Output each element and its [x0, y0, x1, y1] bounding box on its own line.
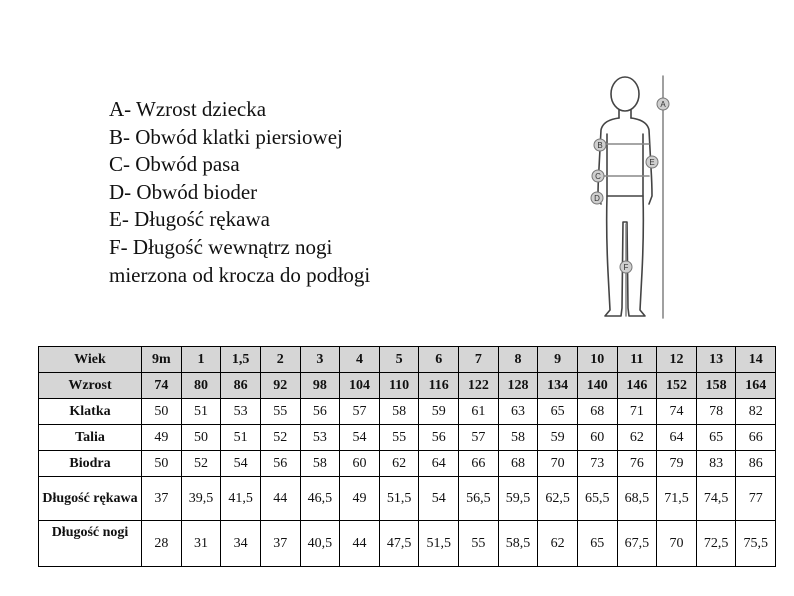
- table-cell: 92: [260, 373, 300, 399]
- table-cell: 11: [617, 347, 657, 373]
- table-cell: 37: [260, 521, 300, 567]
- table-cell: 7: [459, 347, 499, 373]
- table-cell: 62: [379, 451, 419, 477]
- age-row: [39, 347, 776, 373]
- table-cell: 55: [260, 399, 300, 425]
- svg-text:F: F: [623, 263, 629, 272]
- legend-line-f-note: mierzona od krocza do podłogi: [109, 262, 371, 287]
- table-cell: 58: [379, 399, 419, 425]
- table-cell: 59,5: [498, 477, 538, 521]
- table-cell: 47,5: [379, 521, 419, 567]
- leg-row: [39, 521, 776, 567]
- row-label: Długość nogi: [39, 521, 142, 567]
- marker-f: [620, 261, 632, 273]
- table-cell: 50: [142, 451, 182, 477]
- table-cell: 1,5: [221, 347, 261, 373]
- table-cell: 9: [538, 347, 578, 373]
- table-cell: 40,5: [300, 521, 340, 567]
- figure-head: [611, 77, 639, 111]
- table-cell: 83: [696, 451, 736, 477]
- legend-line-b: B- Obwód klatki piersiowej: [109, 124, 343, 149]
- legend-line-c: C- Obwód pasa: [109, 152, 240, 177]
- measurement-legend: [109, 96, 370, 289]
- table-cell: 55: [459, 521, 499, 567]
- table-cell: 164: [736, 373, 776, 399]
- table-cell: 37: [142, 477, 182, 521]
- table-cell: 41,5: [221, 477, 261, 521]
- table-cell: 62: [617, 425, 657, 451]
- marker-b: [594, 139, 606, 151]
- marker-a: [657, 98, 669, 110]
- figure-torso: [598, 118, 655, 204]
- row-label: Klatka: [39, 399, 142, 425]
- table-cell: 9m: [142, 347, 182, 373]
- svg-text:E: E: [649, 158, 655, 167]
- table-cell: 68: [577, 399, 617, 425]
- table-cell: 66: [736, 425, 776, 451]
- table-cell: 128: [498, 373, 538, 399]
- table-cell: 58: [300, 451, 340, 477]
- table-cell: 72,5: [696, 521, 736, 567]
- table-cell: 46,5: [300, 477, 340, 521]
- table-cell: 75,5: [736, 521, 776, 567]
- table-cell: 1: [181, 347, 221, 373]
- table-cell: 134: [538, 373, 578, 399]
- marker-c: [592, 170, 604, 182]
- legend-line-e: E- Długość rękawa: [109, 207, 270, 232]
- row-label: Biodra: [39, 451, 142, 477]
- table-cell: 28: [142, 521, 182, 567]
- legend-line-d: D- Obwód bioder: [109, 179, 258, 204]
- row-label: Wiek: [39, 347, 142, 373]
- table-cell: 44: [260, 477, 300, 521]
- table-cell: 54: [340, 425, 380, 451]
- svg-text:C: C: [595, 172, 601, 181]
- legend-line-f: F- Długość wewnątrz nogi: [109, 234, 333, 259]
- table-cell: 116: [419, 373, 459, 399]
- table-cell: 66: [459, 451, 499, 477]
- table-cell: 98: [300, 373, 340, 399]
- table-cell: 104: [340, 373, 380, 399]
- hips-row: [39, 451, 776, 477]
- table-cell: 60: [577, 425, 617, 451]
- table-cell: 10: [577, 347, 617, 373]
- marker-e: [646, 156, 658, 168]
- table-cell: 59: [419, 399, 459, 425]
- table-cell: 62: [538, 521, 578, 567]
- table-cell: 57: [459, 425, 499, 451]
- size-chart-table: [38, 346, 776, 567]
- table-cell: 122: [459, 373, 499, 399]
- table-cell: 59: [538, 425, 578, 451]
- table-cell: 140: [577, 373, 617, 399]
- table-cell: 79: [657, 451, 697, 477]
- svg-text:B: B: [597, 141, 603, 150]
- table-cell: 158: [696, 373, 736, 399]
- table-cell: 34: [221, 521, 261, 567]
- table-cell: 2: [260, 347, 300, 373]
- table-cell: 73: [577, 451, 617, 477]
- table-cell: 65: [538, 399, 578, 425]
- table-cell: 77: [736, 477, 776, 521]
- height-row: [39, 373, 776, 399]
- table-cell: 146: [617, 373, 657, 399]
- table-cell: 76: [617, 451, 657, 477]
- table-cell: 56: [300, 399, 340, 425]
- table-cell: 70: [657, 521, 697, 567]
- table-cell: 65: [696, 425, 736, 451]
- table-cell: 3: [300, 347, 340, 373]
- table-cell: 50: [181, 425, 221, 451]
- svg-text:A: A: [660, 100, 666, 109]
- table-cell: 53: [221, 399, 261, 425]
- svg-text:D: D: [594, 194, 600, 203]
- table-cell: 58,5: [498, 521, 538, 567]
- table-cell: 49: [340, 477, 380, 521]
- table-cell: 53: [300, 425, 340, 451]
- table-cell: 58: [498, 425, 538, 451]
- table-cell: 64: [657, 425, 697, 451]
- table-cell: 68: [498, 451, 538, 477]
- table-cell: 6: [419, 347, 459, 373]
- table-cell: 74,5: [696, 477, 736, 521]
- table-cell: 74: [657, 399, 697, 425]
- table-cell: 86: [221, 373, 261, 399]
- table-cell: 52: [260, 425, 300, 451]
- table-cell: 57: [340, 399, 380, 425]
- table-cell: 4: [340, 347, 380, 373]
- table-cell: 80: [181, 373, 221, 399]
- table-cell: 52: [181, 451, 221, 477]
- table-cell: 74: [142, 373, 182, 399]
- legend-line-a: A- Wzrost dziecka: [109, 97, 267, 121]
- table-cell: 56,5: [459, 477, 499, 521]
- figure-legs: [605, 196, 645, 316]
- row-label: Wzrost: [39, 373, 142, 399]
- table-cell: 65: [577, 521, 617, 567]
- table-cell: 63: [498, 399, 538, 425]
- table-cell: 70: [538, 451, 578, 477]
- table-cell: 51,5: [419, 521, 459, 567]
- table-cell: 62,5: [538, 477, 578, 521]
- table-cell: 54: [221, 451, 261, 477]
- waist-row: [39, 425, 776, 451]
- row-label: Długość rękawa: [39, 477, 142, 521]
- table-cell: 51: [181, 399, 221, 425]
- table-cell: 61: [459, 399, 499, 425]
- chest-row: [39, 399, 776, 425]
- table-cell: 51: [221, 425, 261, 451]
- table-cell: 71: [617, 399, 657, 425]
- child-body-diagram: [585, 72, 675, 324]
- table-cell: 44: [340, 521, 380, 567]
- row-label: Talia: [39, 425, 142, 451]
- table-cell: 71,5: [657, 477, 697, 521]
- table-cell: 86: [736, 451, 776, 477]
- table-cell: 64: [419, 451, 459, 477]
- table-cell: 56: [419, 425, 459, 451]
- table-cell: 60: [340, 451, 380, 477]
- table-cell: 13: [696, 347, 736, 373]
- table-cell: 5: [379, 347, 419, 373]
- table-cell: 49: [142, 425, 182, 451]
- table-cell: 39,5: [181, 477, 221, 521]
- table-cell: 68,5: [617, 477, 657, 521]
- table-cell: 56: [260, 451, 300, 477]
- table-cell: 82: [736, 399, 776, 425]
- table-cell: 50: [142, 399, 182, 425]
- table-cell: 78: [696, 399, 736, 425]
- table-cell: 152: [657, 373, 697, 399]
- marker-d: [591, 192, 603, 204]
- table-cell: 65,5: [577, 477, 617, 521]
- table-cell: 14: [736, 347, 776, 373]
- table-cell: 31: [181, 521, 221, 567]
- table-cell: 8: [498, 347, 538, 373]
- sleeve-row: [39, 477, 776, 521]
- table-cell: 51,5: [379, 477, 419, 521]
- table-cell: 110: [379, 373, 419, 399]
- table-cell: 67,5: [617, 521, 657, 567]
- table-cell: 12: [657, 347, 697, 373]
- table-cell: 55: [379, 425, 419, 451]
- table-cell: 54: [419, 477, 459, 521]
